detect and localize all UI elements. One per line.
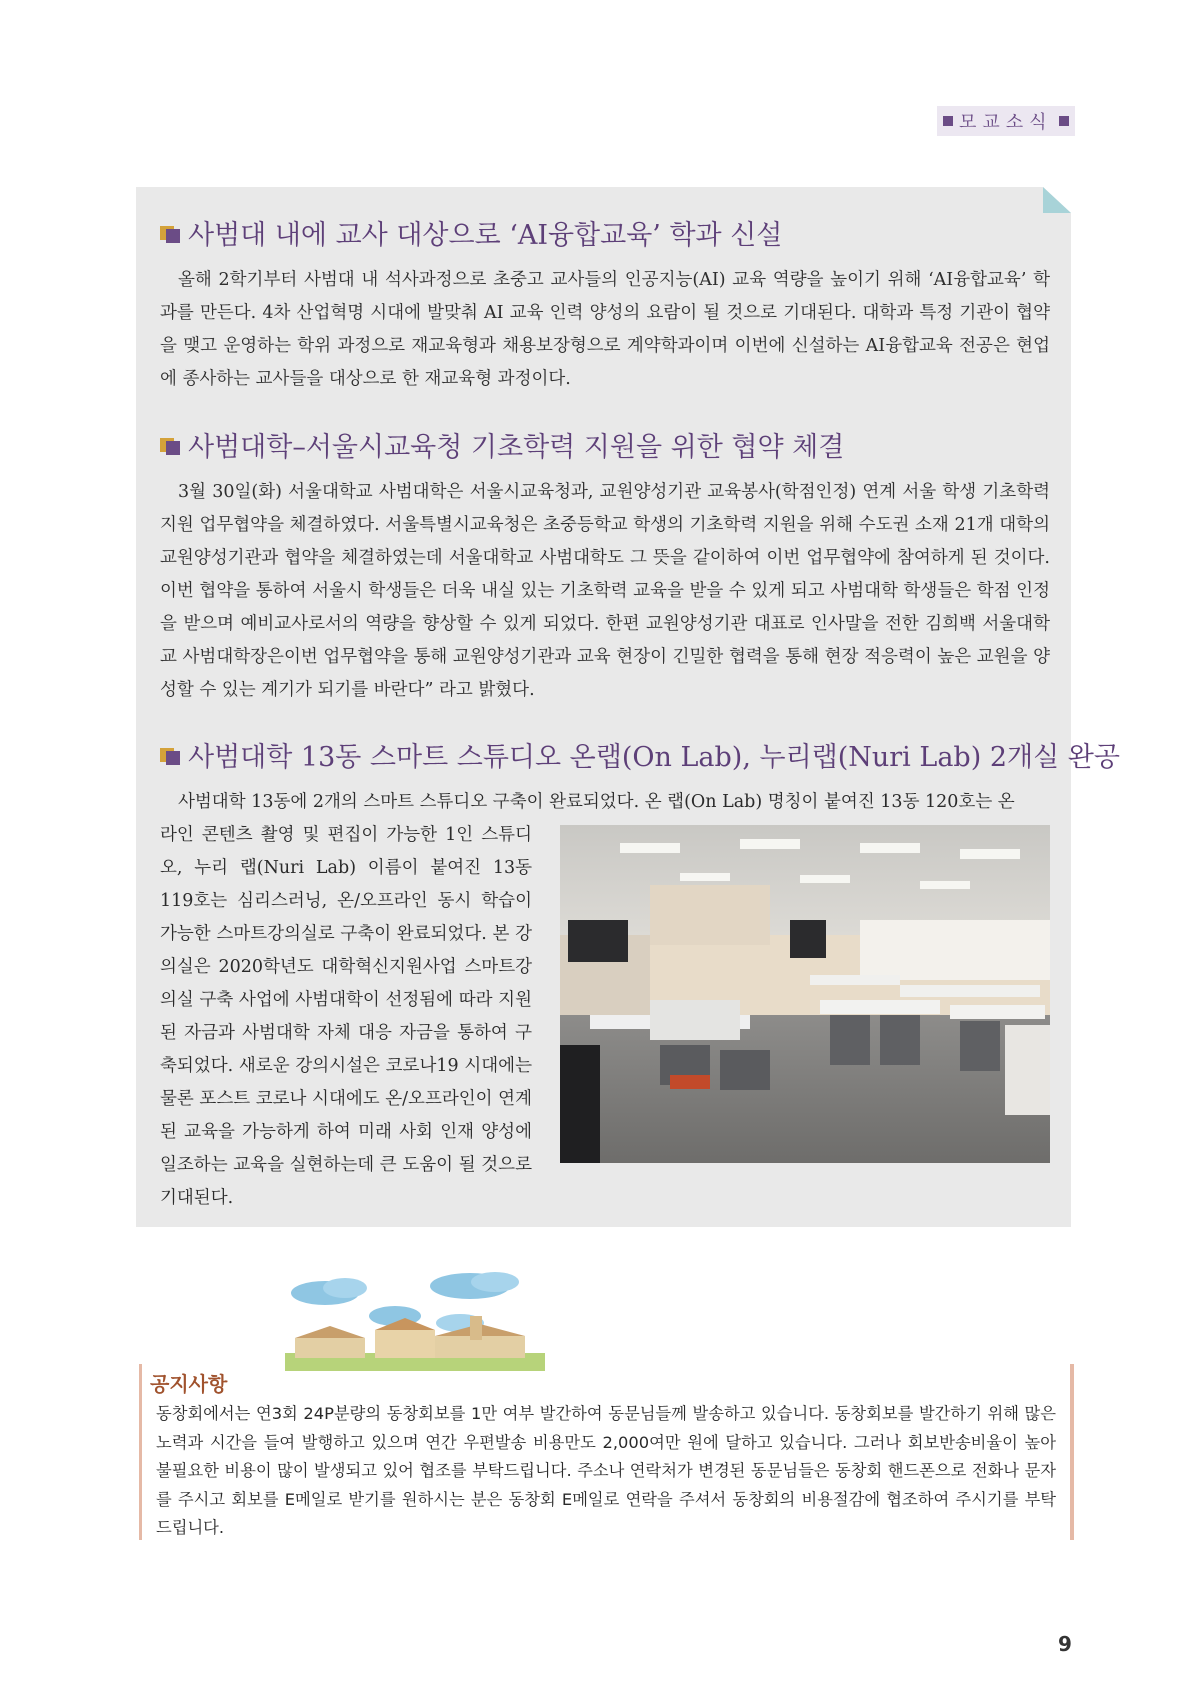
article-title [160, 213, 1050, 252]
article-body-first-line: 사범대학 13동에 2개의 스마트 스튜디오 구축이 완료되었다. 온 랩(On Lab) 명칭이 붙여진 13동 120호는 온 [178, 792, 1015, 812]
article-body: 올해 2학기부터 사범대 내 석사과정으로 초중고 교사들의 인공지능(AI) 교육 역량을 높이기 위해 ‘AI융합교육’ 학과를 만든다. 4차 산업혁명 시대에 발맞춰 AI 교육 인력 양성의 요람이 될 것으로 기대된다. 대학과 특정 기관이 협약을 맺고 운영하는 학위 과정으로 재교육형과 채용보장형으로 계약학과이며 이번에 신설하는 AI융합교육 전공은 현업에 종사하는 교사들을 대상으로 한 재교육형 과정이다. [160, 270, 1050, 389]
article-body: 3월 30일(화) 서울대학교 사범대학은 서울시교육청과, 교원양성기관 교육봉사(학점인정) 연계 서울 학생 기초학력 지원 업무협약을 체결하였다. 서울특별시교육청은 초중등학교 학생의 기초학력 지원을 위해 수도권 소재 21개 대학의 교원양성기관과 협약을 체결하였는데 서울대학교 사범대학도 그 뜻을 같이하여 이번 업무협약에 참여하게 된 것이다. 이번 협약을 통하여 서울시 학생들은 더욱 내실 있는 기초학력 교육을 받을 수 있게 되고 사범대학 학생들은 학점 인정을 받으며 예비교사로서의 역량을 향상할 수 있게 되었다. 한편 교원양성기관 대표로 인사말을 전한 김희백 서울대학교 사범대학장은이번 업무협약을 통해 교원양성기관과 교육 현장이 긴밀한 협력을 통해 현장 적응력이 높은 교원을 양성할 수 있는 계기가 되기를 바란다” 라고 밝혔다. [160, 482, 1050, 700]
title-bullet-icon [160, 223, 180, 243]
article-body: 라인 콘텐츠 촬영 및 편집이 가능한 1인 스튜디오, 누리 랩(Nuri Lab) 이름이 붙여진 13동 119호는 심리스러닝, 온/오프라인 동시 학습이 가능한 스마트강의실로 구축이 완료되었다. 본 강의실은 2020학년도 대학혁신지원사업 스마트강의실 구축 사업에 사범대학이 선정됨에 따라 지원된 자금과 사범대학 자체 대응 자금을 통하여 구축되었다. 새로운 강의시설은 코로나19 시대에는 물론 포스트 코로나 시대에도 온/오프라인이 연계된 교육을 가능하게 하여 미래 사회 인재 양성에 일조하는 교육을 실현하는데 큰 도움이 될 것으로 기대된다. [160, 825, 532, 1208]
page-number: 9 [1058, 1632, 1072, 1656]
notice-left-bar [139, 1364, 142, 1540]
article-smart-studio [160, 735, 1120, 1215]
article-title-text: 사범대 내에 교사 대상으로 ‘AI융합교육’ 학과 신설 [188, 220, 783, 251]
square-bullet-icon [1059, 116, 1069, 126]
article-agreement [160, 425, 1050, 707]
section-tag [937, 106, 1075, 136]
notice-right-bar [1070, 1364, 1074, 1540]
classroom-photo [560, 825, 1050, 1163]
article-title [160, 425, 1050, 464]
news-box [136, 187, 1120, 1227]
page-corner-fold-icon [1043, 187, 1071, 213]
article-title [160, 735, 1120, 774]
square-bullet-icon [943, 116, 953, 126]
article-ai-education [160, 213, 1050, 396]
title-bullet-icon [160, 435, 180, 455]
notice-title: 공지사항 [150, 1372, 228, 1396]
article-title-text: 사범대학–서울시교육청 기초학력 지원을 위한 협약 체결 [188, 432, 845, 463]
section-tag-label: 모교소식 [959, 112, 1053, 133]
notice-body: 동창회에서는 연3회 24P분량의 동창회보를 1만 여부 발간하여 동문님들께 발송하고 있습니다. 동창회보를 발간하기 위해 많은 노력과 시간을 들여 발행하고 있으며 연간 우편발송 비용만도 2,000여만 원에 달하고 있습니다. 그러나 회보반송비율이 높아 불필요한 비용이 많이 발생되고 있어 협조를 부탁드립니다. 주소나 연락처가 변경된 동문님들은 동창회 핸드폰으로 전화나 문자를 주시고 회보를 E메일로 받기를 원하시는 분은 동창회 E메일로 연락을 주셔서 동창회의 비용절감에 협조하여 주시기를 부탁드립니다. [156, 1404, 1056, 1537]
article-title-text: 사범대학 13동 스마트 스튜디오 온랩(On Lab), 누리랩(Nuri Lab) 2개실 완공 [188, 742, 1120, 773]
campus-illustration [285, 1268, 545, 1388]
title-bullet-icon [160, 745, 180, 765]
